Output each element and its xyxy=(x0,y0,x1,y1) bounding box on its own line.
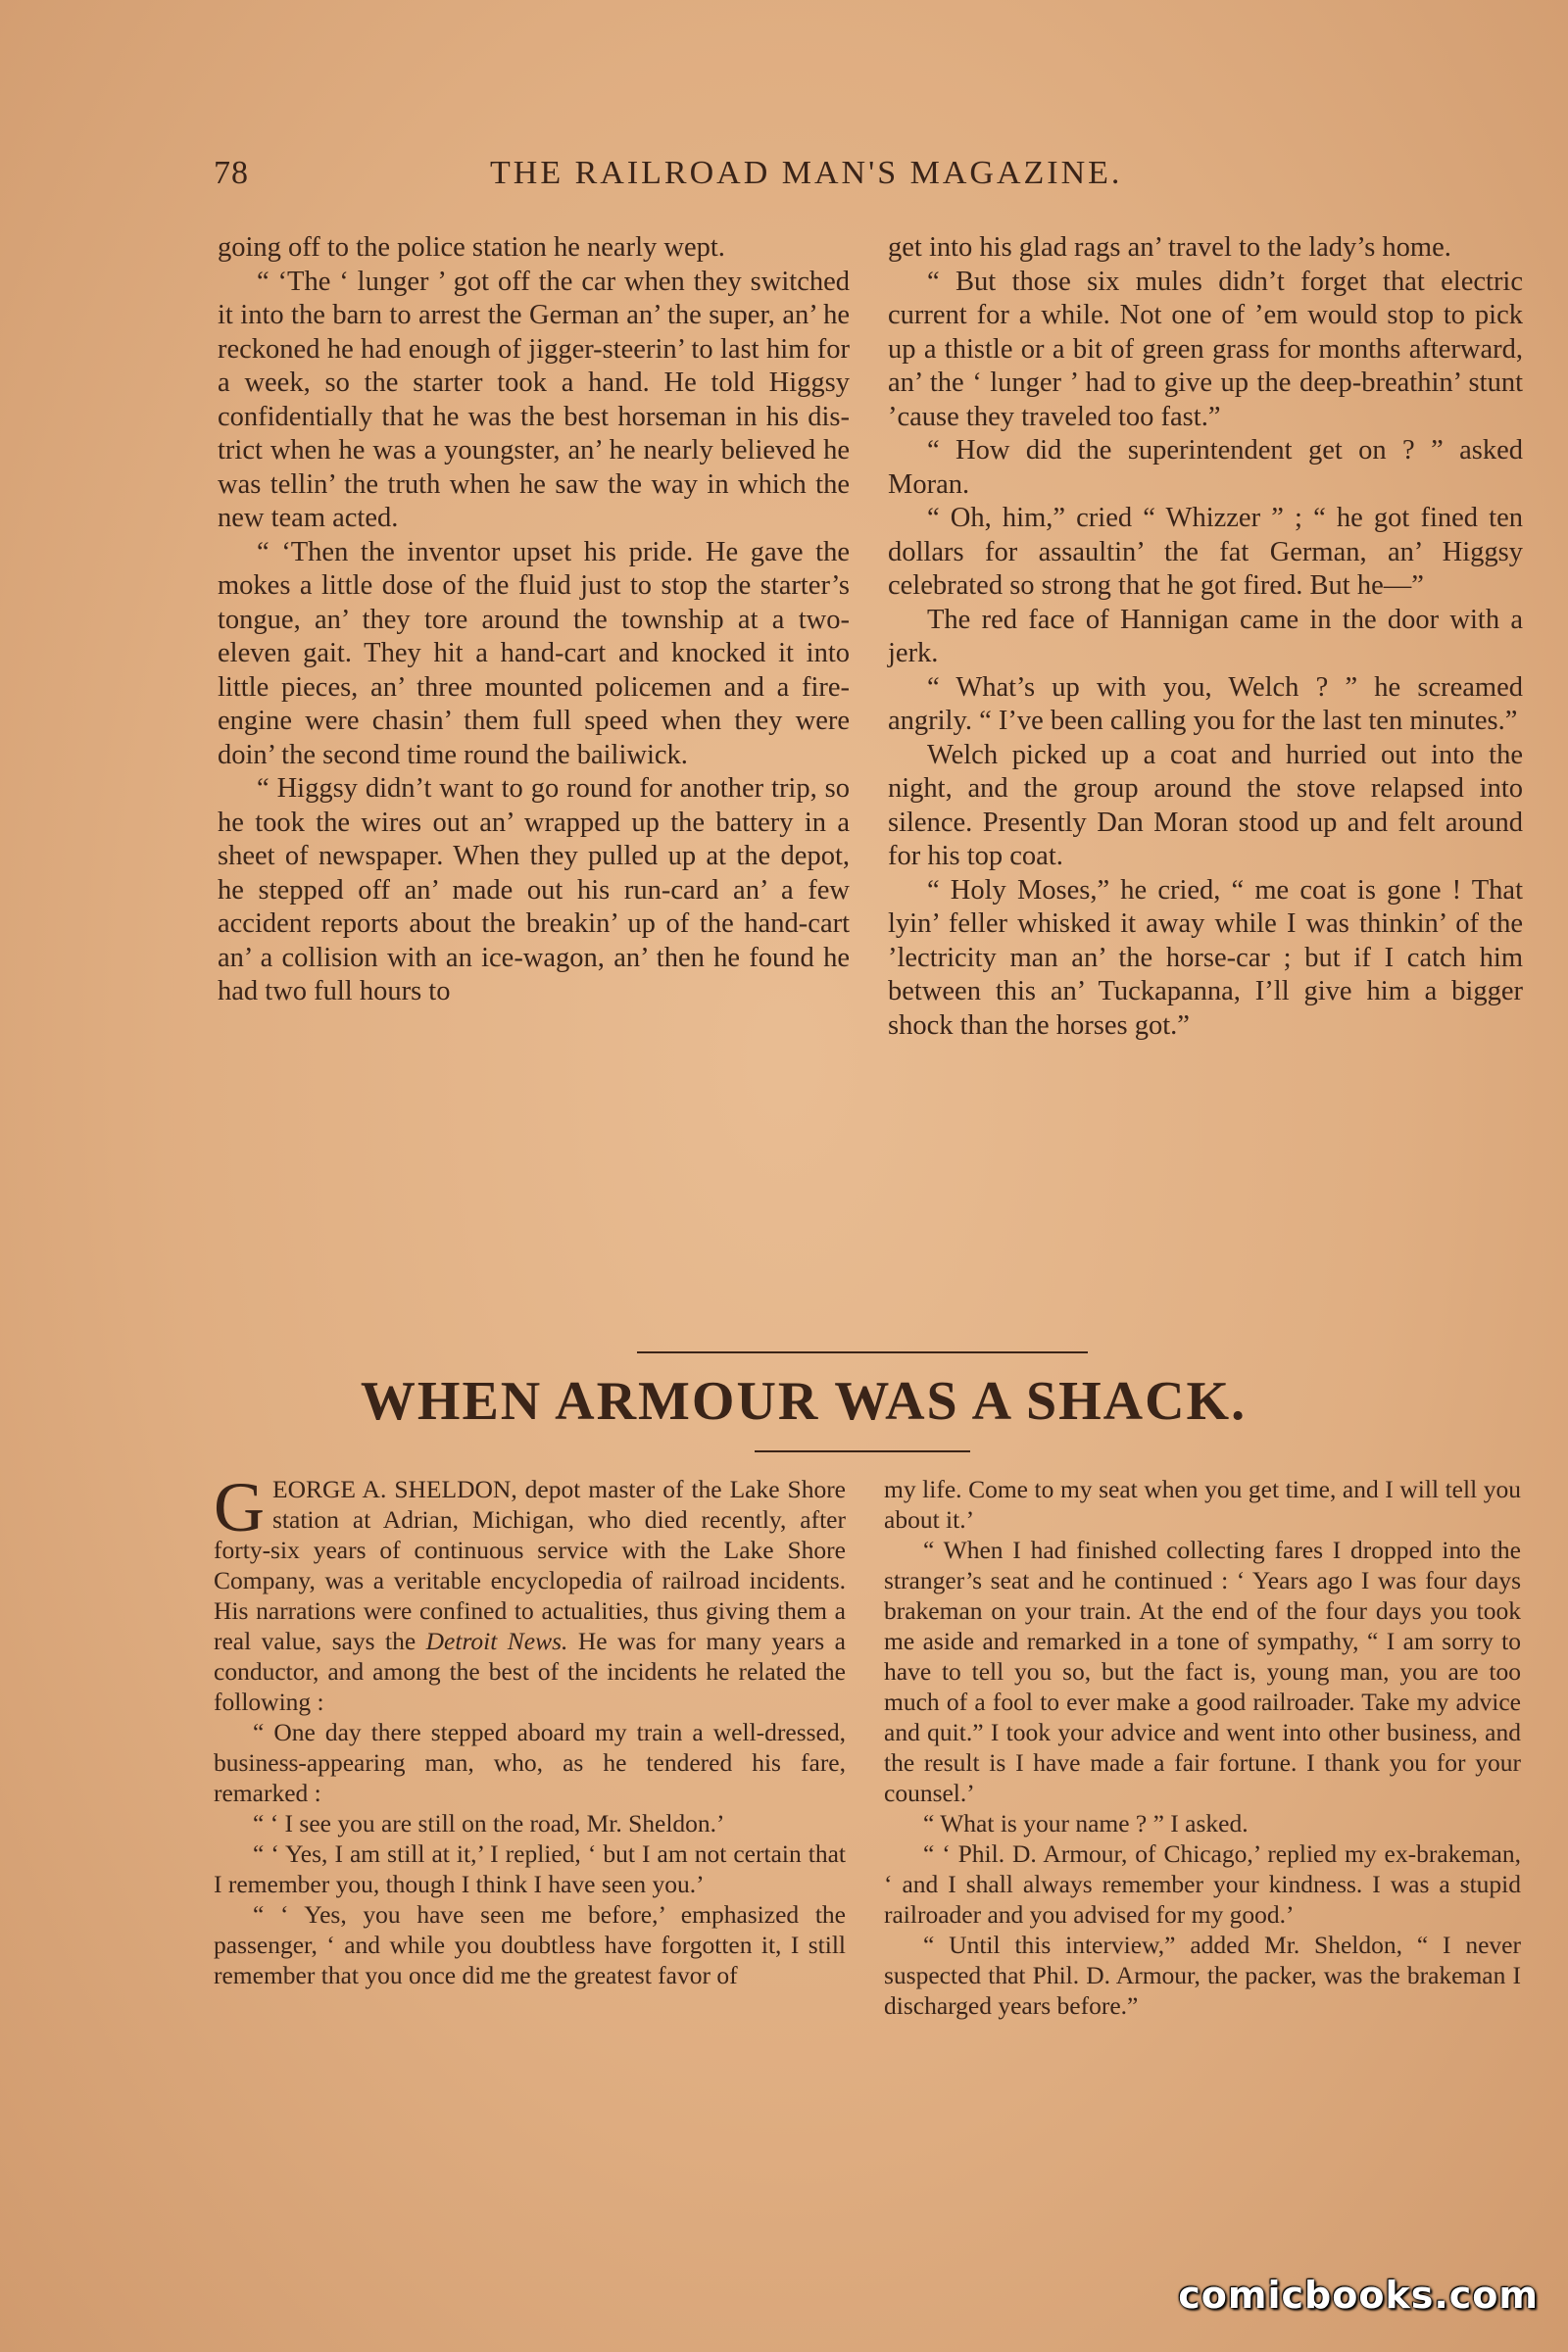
article-paragraph: “ ‘ I see you are still on the road, Mr. Sheldon.’ xyxy=(253,1809,725,1838)
story-paragraph: “ ‘The ‘ lunger ’ got off the car when they switched it into the barn to arrest the German an’ the super, an’ he reckoned he had enough of jigger-steerin’ to last him for a week, so the starter took a hand. He told Higgsy confidentially that he was the best horseman in his district when he was a youngster, an’ he nearly believed he was tellin’ the truth when he saw the way in which the new team acted. xyxy=(218,266,850,533)
story-paragraph: get into his glad rags an’ travel to the lady’s home. xyxy=(888,232,1451,263)
article-paragraph: “ ‘ Phil. D. Armour, of Chicago,’ replied my ex-brakeman, ‘ and I shall always remember your kindness. I was a stupid railroader and you advised for my good.’ xyxy=(884,1839,1521,1929)
article-right-column xyxy=(884,1474,1521,2021)
drop-cap: G xyxy=(214,1468,265,1546)
article-paragraph: “ One day there stepped aboard my train a well-dressed, business-appearing man, who, as he tendered his fare, remarked : xyxy=(214,1718,846,1807)
article-paragraph: “ ‘ Yes, I am still at it,’ I replied, ‘ but I am not certain that I remember you, though I think I have seen you.’ xyxy=(214,1839,846,1898)
article-paragraph: “ ‘ Yes, you have seen me before,’ emphasized the passenger, ‘ and while you doubtless have forgotten it, I still remember that you once did me the greatest favor of xyxy=(214,1900,846,1989)
article-paragraph: my life. Come to my seat when you get time, and I will tell you about it.’ xyxy=(884,1475,1521,1534)
article-paragraph: “ What is your name ? ” I asked. xyxy=(923,1809,1249,1838)
section-divider xyxy=(637,1351,1088,1353)
article-paragraph: “ When I had finished collecting fares I dropped into the stranger’s seat and he continued : ‘ Years ago I was four days brakeman on your train. At the end of the four days you took me aside and remarked in a tone of sympathy, “ I am sorry to have to tell you so, but the fact is, young man, you are too much of a fool to ever make a good railroader. Take my advice and quit.” I took your advice and went into other business, and the result is I have made a fair fortune. I thank you for your counsel.’ xyxy=(884,1536,1521,1807)
article-paragraph: “ Until this interview,” added Mr. Sheldon, “ I never suspected that Phil. D. Armour, the packer, was the brakeman I discharged years before.” xyxy=(884,1931,1521,2020)
story-paragraph: The red face of Hannigan came in the door with a jerk. xyxy=(888,604,1523,668)
story-paragraph: Welch picked up a coat and hurried out into the night, and the group around the stove relapsed into silence. Presently Dan Moran stood up and felt around for his top coat. xyxy=(888,739,1523,871)
story-paragraph: “ ‘Then the inventor upset his pride. He gave the mokes a little dose of the fluid just to stop the starter’s tongue, an’ they tore around the township at a two-eleven gait. They hit a hand-cart and knocked it into little pieces, an’ three mounted policemen and a fire-engine were chasin’ them full speed when they were doin’ the second time round the bailiwick. xyxy=(218,536,850,770)
story-paragraph: “ What’s up with you, Welch ? ” he screamed angrily. “ I’ve been calling you for the last ten minutes.” xyxy=(888,671,1523,736)
story-paragraph: “ How did the superintendent get on ? ” asked Moran. xyxy=(888,435,1523,500)
article-lead-paragraph xyxy=(214,1468,846,1717)
source-publication: Detroit News. xyxy=(425,1627,568,1655)
story-paragraph: “ Oh, him,” cried “ Whizzer ” ; “ he got fined ten dollars for assaultin’ the fat German, an’ Higgsy celebrated so strong that he got fired. But he—” xyxy=(888,503,1523,601)
article-title: WHEN ARMOUR WAS A SHACK. xyxy=(360,1371,1248,1432)
site-watermark: comicbooks.com xyxy=(1178,2274,1539,2317)
story-paragraph: “ Holy Moses,” he cried, “ me coat is gone ! That lyin’ feller whisked it away while I was thinkin’ of the ’lectricity man an’ the horse-car ; but if I catch him between this an’ Tuckapanna, I’ll give him a bigger shock than the horses got.” xyxy=(888,874,1523,1041)
lead-text-end: He was for many years a conductor, and among the best of the incidents he related the following : xyxy=(214,1627,846,1716)
page-number: 78 xyxy=(214,155,249,191)
article-left-column xyxy=(214,1468,846,1990)
story-paragraph: going off to the police station he nearly wept. xyxy=(218,232,725,263)
lead-text: EORGE A. SHELDON, depot master of the Lake Shore station at Adrian, Michigan, who died recently, after forty-six years of continuous service with the Lake Shore Company, was a veritable encyclopedia of railroad incidents. His narrations were confined to actualities, thus giving them a real value, says the xyxy=(214,1475,846,1655)
story-right-column xyxy=(888,231,1523,1043)
story-paragraph: “ Higgsy didn’t want to go round for another trip, so he took the wires out an’ wrapped up the battery in a sheet of newspaper. When they pulled up at the depot, he stepped off an’ made out his run-card an’ a few accident reports about the breakin’ up of the hand-cart an’ a collision with an ice-wagon, an’ then he found he had two full hours to xyxy=(218,773,850,1006)
story-left-column xyxy=(218,231,850,1009)
running-head: THE RAILROAD MAN'S MAGAZINE. xyxy=(490,155,1123,191)
title-underline xyxy=(755,1450,970,1452)
story-paragraph: “ But those six mules didn’t forget that electric current for a while. Not one of ’em would stop to pick up a thistle or a bit of green grass for months afterward, an’ the ‘ lunger ’ had to give up the deep-breathin’ stunt ’cause they traveled too fast.” xyxy=(888,266,1523,432)
